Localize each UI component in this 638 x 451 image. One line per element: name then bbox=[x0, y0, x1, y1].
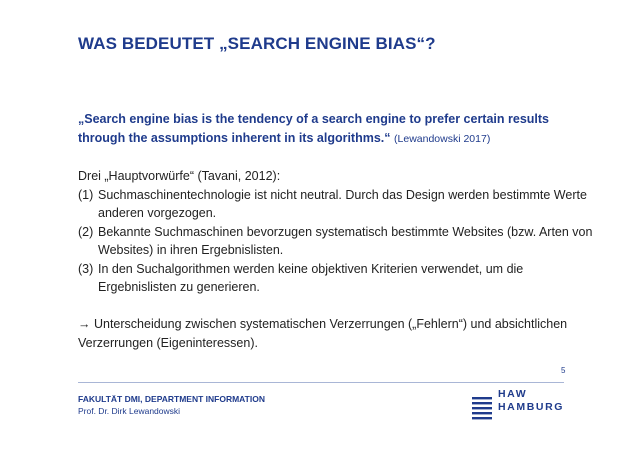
list-item-text: Suchmaschinentechnologie ist nicht neutral. Durch das Design werden bestimmte Werte anderen vorgezogen. bbox=[98, 187, 587, 220]
list-item bbox=[78, 223, 598, 260]
footer-divider bbox=[78, 382, 564, 383]
quote-citation: (Lewandowski 2017) bbox=[394, 133, 491, 145]
list-item-number: (3) bbox=[78, 261, 94, 276]
footer-organization: FAKULTÄT DMI, DEPARTMENT INFORMATION bbox=[78, 394, 265, 404]
slide-title: WAS BEDEUTET „SEARCH ENGINE BIAS“? bbox=[78, 34, 436, 53]
conclusion-body: Unterscheidung zwischen systematischen Verzerrungen („Fehlern“) und absichtlichen Verzerrungen (Eigeninteressen). bbox=[78, 317, 568, 350]
logo-line-hamburg: HAMBURG bbox=[498, 401, 565, 413]
slide-body bbox=[78, 167, 598, 352]
logo-text bbox=[498, 388, 564, 414]
list-item bbox=[78, 260, 598, 297]
list-item-number: (2) bbox=[78, 224, 94, 239]
arrow-right-icon: → bbox=[78, 317, 91, 331]
quote-text: „Search engine bias is the tendency of a search engine to prefer certain results through the assumptions inherent in its algorithms.“ bbox=[78, 112, 549, 145]
list-item-text: Bekannte Suchmaschinen bevorzugen systematisch bestimmte Websites (bzw. Arten von Websites) in ihren Ergebnislisten. bbox=[98, 224, 593, 257]
footer-author: Prof. Dr. Dirk Lewandowski bbox=[78, 406, 181, 416]
list-item-number: (1) bbox=[78, 187, 94, 202]
definition-quote bbox=[78, 110, 578, 149]
logo-line-haw: HAW bbox=[498, 388, 528, 400]
list-item-text: In den Suchalgorithmen werden keine objektiven Kriterien verwendet, um die Ergebnislisten zu generieren. bbox=[98, 261, 524, 294]
intro-text: Drei „Hauptvorwürfe“ (Tavani, 2012): bbox=[78, 169, 281, 183]
list-item bbox=[78, 186, 598, 223]
page-number: 5 bbox=[561, 366, 566, 375]
accusation-list bbox=[78, 186, 598, 297]
conclusion-text bbox=[78, 315, 598, 352]
